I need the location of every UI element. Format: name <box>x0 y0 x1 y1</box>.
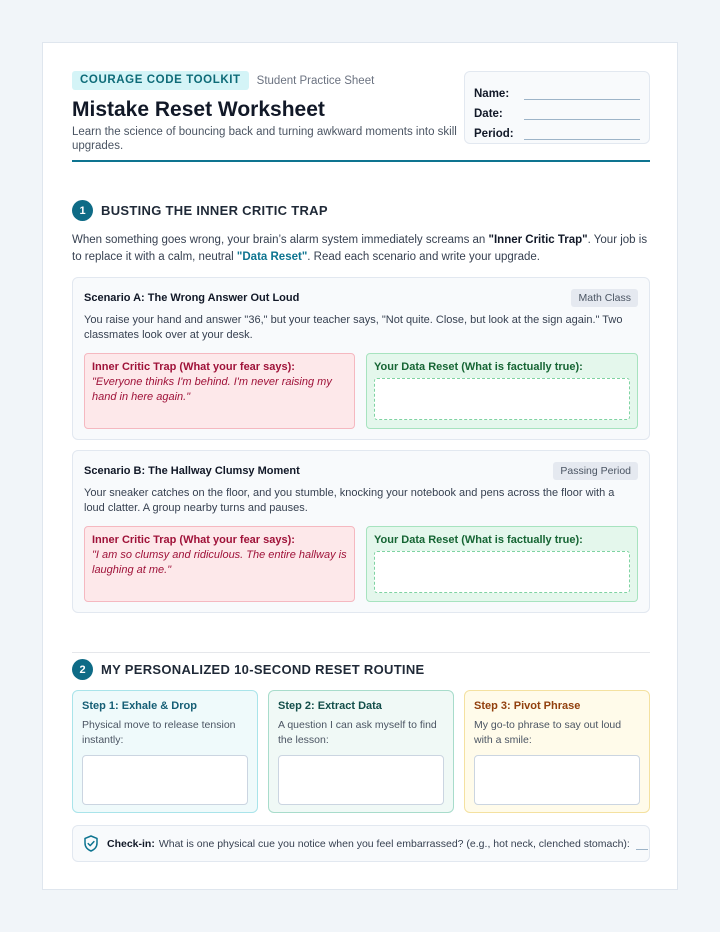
page-title: Mistake Reset Worksheet <box>72 98 325 121</box>
scenario-b-trap-label: Inner Critic Trap (What your fear says): <box>92 534 295 546</box>
scenario-b-reset-label: Your Data Reset (What is factually true): <box>374 534 583 546</box>
toolkit-badge: COURAGE CODE TOOLKIT <box>72 71 249 90</box>
checkin-label: Check-in: <box>107 837 155 850</box>
step-2-card <box>268 690 454 813</box>
name-field[interactable] <box>524 86 640 100</box>
shield-check-icon <box>83 835 99 852</box>
scenario-a-tag: Math Class <box>571 289 638 307</box>
step-1-description: Physical move to release tension instantly: <box>82 719 236 746</box>
checkin-box <box>72 825 650 862</box>
step-2-description: A question I can ask myself to find the lesson: <box>278 719 437 746</box>
period-row <box>474 120 640 140</box>
step-1-card <box>72 690 258 813</box>
name-row <box>474 80 640 100</box>
section-1-intro <box>72 232 650 266</box>
scenario-card-a <box>72 277 650 440</box>
student-info-box <box>464 71 650 144</box>
step-2-title: Step 2: Extract Data <box>278 700 382 712</box>
step-3-card <box>464 690 650 813</box>
step-2-input[interactable] <box>278 755 444 805</box>
worksheet-page <box>42 42 678 890</box>
section-divider <box>72 652 650 653</box>
scenario-card-b <box>72 450 650 613</box>
header-divider <box>72 160 650 162</box>
step-3-description: My go-to phrase to say out loud with a smile: <box>474 719 622 746</box>
intro-trap-term: "Inner Critic Trap" <box>488 234 588 246</box>
scenario-b-tag: Passing Period <box>553 462 638 480</box>
step-3-title: Step 3: Pivot Phrase <box>474 700 581 712</box>
section-2-title: MY PERSONALIZED 10-SECOND RESET ROUTINE <box>101 662 425 677</box>
scenario-a-header <box>84 288 638 307</box>
scenario-b-description: Your sneaker catches on the floor, and you stumble, knocking your notebook and pens across the floor with a loud clatter. A group nearby turns and pauses. <box>84 487 615 514</box>
scenario-b-trap-box <box>84 526 355 602</box>
scenario-b-header <box>84 461 638 480</box>
scenario-a-description: You raise your hand and answer "36," but your teacher says, "Not quite. Close, but look at the sign again." Two classmates look over at your desk. <box>84 314 623 341</box>
intro-text-middle: . Your job is to replace it with a calm, neutral <box>72 234 648 263</box>
worksheet-content <box>72 71 650 850</box>
page-subtitle: Learn the science of bouncing back and turning awkward moments into skill upgrades. <box>72 126 457 152</box>
section-2-heading <box>72 659 425 680</box>
scenario-b-reset-input[interactable] <box>374 551 630 593</box>
scenario-a-trap-label: Inner Critic Trap (What your fear says): <box>92 361 295 373</box>
intro-text-start: When something goes wrong, your brain’s alarm system immediately screams an <box>72 234 489 246</box>
section-1-title: BUSTING THE INNER CRITIC TRAP <box>101 203 328 218</box>
scenario-b-trap-quote: "I am so clumsy and ridiculous. The entire hallway is laughing at me." <box>92 549 347 576</box>
scenario-a-title: Scenario A: The Wrong Answer Out Loud <box>84 291 300 304</box>
period-field[interactable] <box>524 126 640 140</box>
step-1-title: Step 1: Exhale & Drop <box>82 700 197 712</box>
sheet-type: Student Practice Sheet <box>256 74 375 87</box>
scenario-a-trap-quote: "Everyone thinks I'm behind. I'm never raising my hand in here again." <box>92 376 332 403</box>
date-row <box>474 100 640 120</box>
section-1-number: 1 <box>72 200 93 221</box>
date-field[interactable] <box>524 106 640 120</box>
scenario-a-reset-box <box>366 353 638 429</box>
checkin-question: What is one physical cue you notice when you feel embarrassed? (e.g., hot neck, clenched stomach): <box>158 837 630 850</box>
scenario-b-title: Scenario B: The Hallway Clumsy Moment <box>84 464 300 477</box>
intro-text-end: . Read each scenario and write your upgrade. <box>307 251 540 263</box>
scenario-b-reset-box <box>366 526 638 602</box>
scenario-b-responses <box>84 526 638 602</box>
date-label: Date: <box>474 108 503 120</box>
step-3-input[interactable] <box>474 755 640 805</box>
section-2-number: 2 <box>72 659 93 680</box>
scenario-a-reset-input[interactable] <box>374 378 630 420</box>
scenario-a-reset-label: Your Data Reset (What is factually true): <box>374 361 583 373</box>
scenario-a-trap-box <box>84 353 355 429</box>
section-1-heading <box>72 200 328 221</box>
scenario-a-responses <box>84 353 638 429</box>
intro-reset-term: "Data Reset" <box>236 251 308 263</box>
period-label: Period: <box>474 128 514 140</box>
checkin-answer-field[interactable] <box>636 838 648 850</box>
step-1-input[interactable] <box>82 755 248 805</box>
reset-routine-steps <box>72 690 650 813</box>
name-label: Name: <box>474 88 510 100</box>
